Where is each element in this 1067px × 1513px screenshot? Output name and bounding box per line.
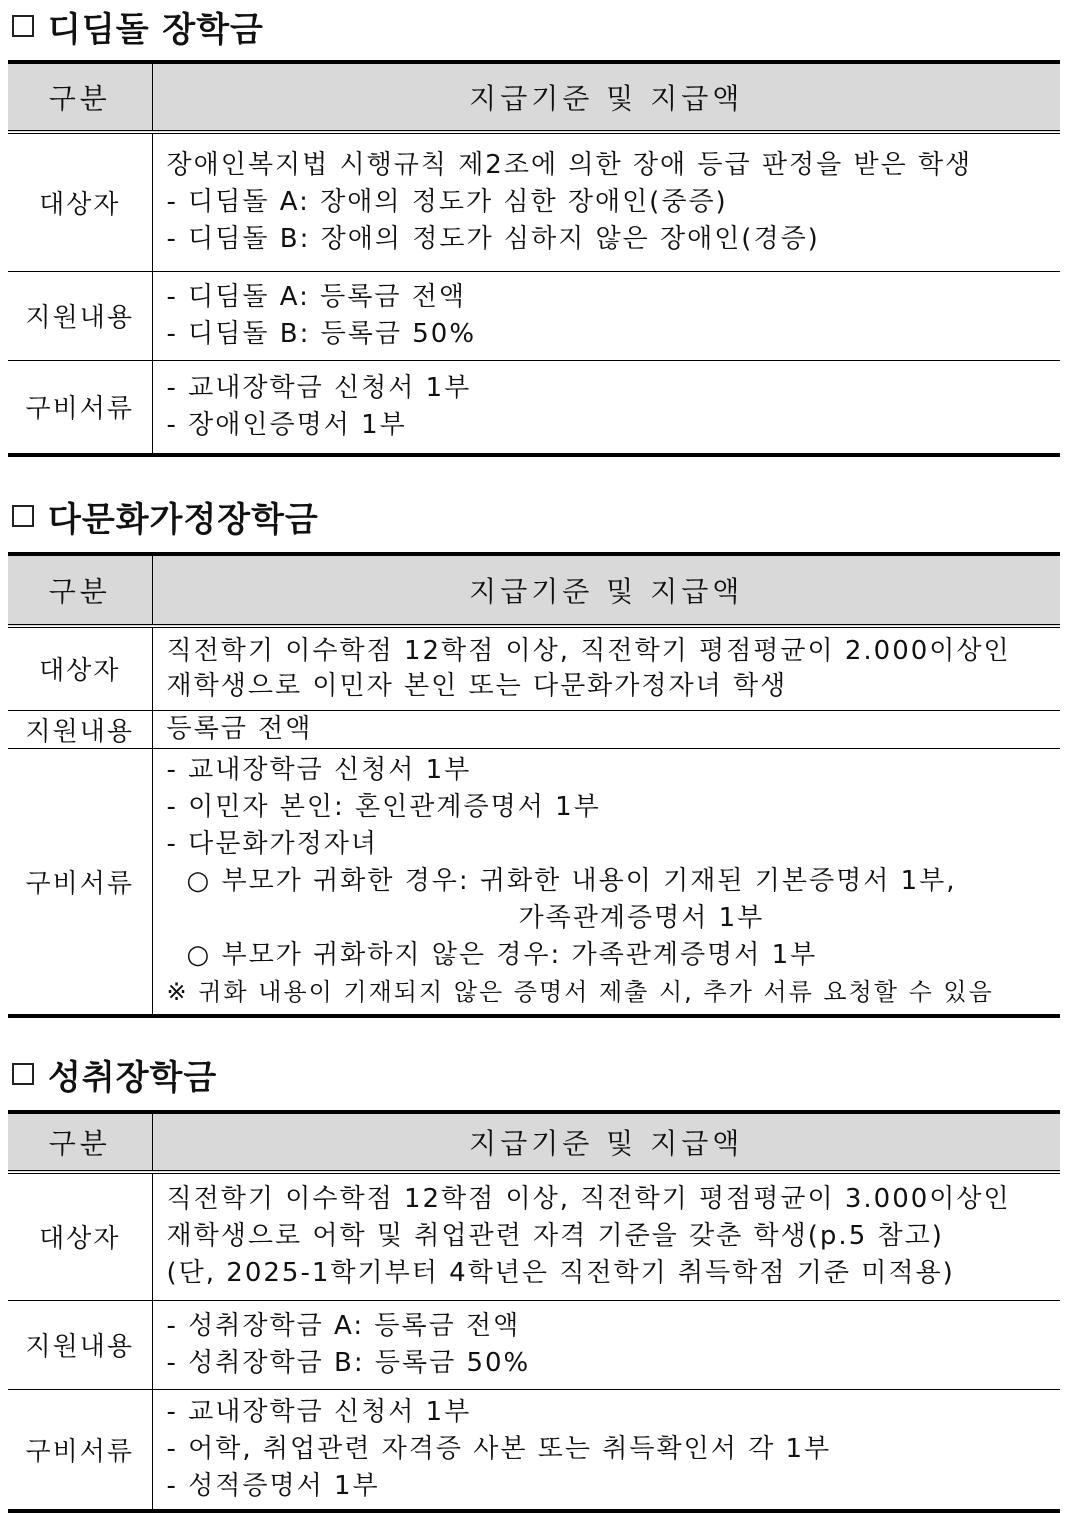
- content-line: 등록금 전액: [166, 713, 313, 744]
- row-content: [152, 271, 1060, 360]
- row-label: 대상자: [8, 132, 152, 271]
- content-line: 가족관계증명서 1부: [518, 902, 765, 933]
- section-achievement: [8, 1048, 1060, 1513]
- content-line: - 디딤돌 B: 장애의 정도가 심하지 않은 장애인(경증): [166, 223, 820, 254]
- content-line: - 교내장학금 신청서 1부: [166, 1396, 472, 1427]
- header-category: 구분: [8, 62, 152, 132]
- row-label: 구비서류: [8, 1389, 152, 1511]
- table-row: [8, 1172, 1060, 1300]
- section-multicultural: [8, 490, 1060, 1018]
- content-line: ○ 부모가 귀화하지 않은 경우: 가족관계증명서 1부: [186, 939, 818, 970]
- row-label: 대상자: [8, 626, 152, 710]
- checkbox-icon: [12, 1063, 34, 1085]
- row-content: [152, 132, 1060, 271]
- row-content: [152, 1389, 1060, 1511]
- section-title-row: [8, 0, 1060, 52]
- content-line: - 성취장학금 A: 등록금 전액: [166, 1310, 521, 1341]
- row-content: [152, 1300, 1060, 1389]
- content-line: - 어학, 취업관련 자격증 사본 또는 취득확인서 각 1부: [166, 1433, 832, 1464]
- section-title-row: [8, 490, 1060, 542]
- content-line: - 이민자 본인: 혼인관계증명서 1부: [166, 791, 601, 822]
- content-line: - 성취장학금 B: 등록금 50%: [166, 1347, 531, 1378]
- content-line: - 디딤돌 A: 장애의 정도가 심한 장애인(중증): [166, 186, 728, 217]
- header-criteria: 지급기준 및 지급액: [152, 554, 1060, 626]
- content-line: (단, 2025-1학기부터 4학년은 직전학기 취득학점 기준 미적용): [166, 1258, 955, 1289]
- row-content: [152, 748, 1060, 1016]
- table-row: [8, 132, 1060, 271]
- row-label: 구비서류: [8, 360, 152, 455]
- row-content: [152, 360, 1060, 455]
- content-line: - 다문화가정자녀: [166, 828, 378, 859]
- content-line: - 교내장학금 신청서 1부: [166, 754, 472, 785]
- scholarship-table: [8, 1110, 1060, 1513]
- table-row: [8, 1389, 1060, 1511]
- table-row: [8, 748, 1060, 1016]
- content-line: ○ 부모가 귀화한 경우: 귀화한 내용이 기재된 기본증명서 1부,: [186, 865, 957, 896]
- header-category: 구분: [8, 554, 152, 626]
- content-note: ※ 귀화 내용이 기재되지 않은 증명서 제출 시, 추가 서류 요청할 수 있음: [166, 977, 994, 1006]
- content-line: - 교내장학금 신청서 1부: [166, 372, 472, 403]
- section-title-row: [8, 1048, 1060, 1100]
- section-title: 성취장학금: [48, 1057, 218, 1098]
- section-didimdol: [8, 0, 1060, 457]
- row-content: [152, 710, 1060, 748]
- row-label: 지원내용: [8, 1300, 152, 1389]
- scholarship-table: [8, 60, 1060, 457]
- row-content: [152, 1172, 1060, 1300]
- row-label: 지원내용: [8, 271, 152, 360]
- row-content: [152, 626, 1060, 710]
- content-line: - 장애인증명서 1부: [166, 409, 407, 440]
- content-line: 장애인복지법 시행규칙 제2조에 의한 장애 등급 판정을 받은 학생: [166, 149, 973, 180]
- content-line: - 성적증명서 1부: [166, 1470, 380, 1501]
- content-line: - 디딤돌 B: 등록금 50%: [166, 318, 477, 349]
- section-title: 다문화가정장학금: [48, 499, 319, 540]
- table-row: [8, 271, 1060, 360]
- checkbox-icon: [12, 15, 34, 37]
- table-row: [8, 1300, 1060, 1389]
- scholarship-table: [8, 552, 1060, 1018]
- content-line: 재학생으로 이민자 본인 또는 다문화가정자녀 학생: [166, 670, 788, 701]
- table-row: [8, 710, 1060, 748]
- section-title: 디딤돌 장학금: [48, 9, 264, 50]
- checkbox-icon: [12, 505, 34, 527]
- content-line: - 디딤돌 A: 등록금 전액: [166, 281, 466, 312]
- content-line: 직전학기 이수학점 12학점 이상, 직전학기 평점평균이 2.000이상인: [166, 635, 1011, 666]
- header-criteria: 지급기준 및 지급액: [152, 62, 1060, 132]
- table-row: [8, 360, 1060, 455]
- header-criteria: 지급기준 및 지급액: [152, 1112, 1060, 1172]
- row-label: 구비서류: [8, 748, 152, 1016]
- table-row: [8, 626, 1060, 710]
- row-label: 지원내용: [8, 710, 152, 748]
- header-category: 구분: [8, 1112, 152, 1172]
- row-label: 대상자: [8, 1172, 152, 1300]
- content-line: 재학생으로 어학 및 취업관련 자격 기준을 갖춘 학생(p.5 참고): [166, 1221, 944, 1252]
- content-line: 직전학기 이수학점 12학점 이상, 직전학기 평점평균이 3.000이상인: [166, 1184, 1011, 1215]
